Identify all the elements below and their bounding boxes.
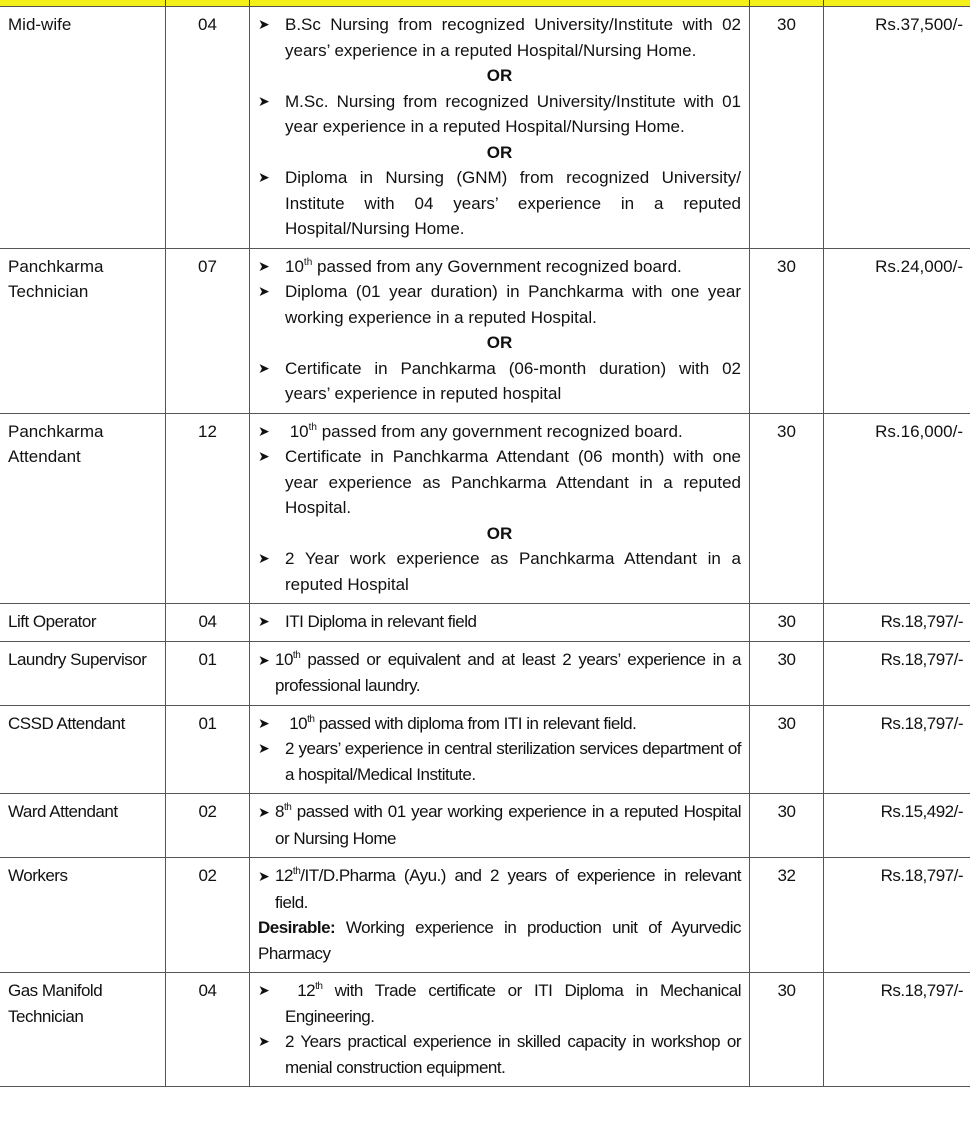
qualification-body: B.Sc Nursing from recognized University/Institute with 02 years’ experience in a reputed Hospital/Nursing Home. <box>285 15 741 60</box>
ordinal-suffix: th <box>308 421 317 433</box>
table-row <box>0 604 970 642</box>
post-name-cell: Workers <box>0 858 166 973</box>
qualification-body: passed from any government recognized board. <box>316 421 683 441</box>
qualification-bullet <box>258 546 741 597</box>
qualification-text <box>285 12 741 63</box>
qualification-bullet <box>258 89 741 140</box>
qualification-level: 10 <box>285 713 308 733</box>
ordinal-suffix: th <box>292 649 301 661</box>
qualification-cell <box>250 794 750 858</box>
qualification-bullet <box>258 165 741 242</box>
post-name-cell: Lift Operator <box>0 604 166 642</box>
qualification-text <box>285 254 741 280</box>
qualification-text <box>275 866 741 912</box>
pay-cell: Rs.16,000/- <box>824 413 970 604</box>
vacancies-cell: 04 <box>166 973 250 1087</box>
arrowhead-bullet-icon: ➤ <box>258 804 270 820</box>
qualification-level: 8 <box>275 802 284 821</box>
qualification-body: 2 Year work experience as Panchkarma Attendant in a reputed Hospital <box>285 549 741 594</box>
qualification-bullet <box>258 711 741 737</box>
qualification-text <box>285 89 741 140</box>
arrowhead-bullet-icon: ➤ <box>258 982 270 998</box>
qualification-level: 10 <box>285 256 304 276</box>
qualification-body: passed with 01 year working experience in a reputed Hospital or Nursing Home <box>275 802 741 848</box>
or-separator: OR <box>486 523 513 543</box>
table-row <box>0 413 970 604</box>
qualification-body: 2 years’ experience in central sterilization services department of a hospital/Medical Institute. <box>285 739 741 784</box>
qualification-bullet <box>258 609 741 635</box>
pay-cell: Rs.37,500/- <box>824 7 970 249</box>
table-row <box>0 858 970 973</box>
pay-cell: Rs.18,797/- <box>824 641 970 705</box>
age-limit-cell: 30 <box>750 794 824 858</box>
ordinal-suffix: th <box>307 713 315 725</box>
qualification-text <box>285 444 741 521</box>
qualification-level: 12 <box>275 866 293 885</box>
desirable-note <box>258 915 741 966</box>
qualification-body: M.Sc. Nursing from recognized University/Institute with 01 year experience in a reputed Hospital/Nursing Home. <box>285 91 741 136</box>
qualification-text <box>275 650 741 696</box>
qualification-cell <box>250 604 750 642</box>
vacancies-cell: 04 <box>166 604 250 642</box>
qualification-text <box>285 546 741 597</box>
arrowhead-bullet-icon: ➤ <box>258 257 270 274</box>
qualification-text <box>285 736 741 787</box>
arrowhead-bullet-icon: ➤ <box>258 92 270 109</box>
vacancies-cell: 04 <box>166 7 250 249</box>
qualification-body: passed with diploma from ITI in relevant field. <box>314 713 637 733</box>
arrowhead-bullet-icon: ➤ <box>258 868 270 884</box>
arrowhead-bullet-icon: ➤ <box>258 613 270 629</box>
qualification-level: 10 <box>285 421 309 441</box>
qualification-bullet <box>258 799 741 851</box>
qualification-cell <box>250 7 750 249</box>
qualification-body: /IT/D.Pharma (Ayu.) and 2 years of experience in relevant field. <box>275 866 741 912</box>
or-separator: OR <box>486 142 513 162</box>
qualification-bullet <box>258 863 741 915</box>
vacancies-cell: 12 <box>166 413 250 604</box>
qualification-bullet <box>258 647 741 699</box>
table-row <box>0 248 970 413</box>
vacancies-cell: 02 <box>166 858 250 973</box>
qualification-bullet <box>258 419 741 445</box>
ordinal-suffix: th <box>292 866 301 877</box>
arrowhead-bullet-icon: ➤ <box>258 283 270 299</box>
qualification-text <box>285 609 741 635</box>
pay-cell: Rs.18,797/- <box>824 604 970 642</box>
qualification-bullet <box>258 279 741 330</box>
age-limit-cell: 30 <box>750 973 824 1087</box>
arrowhead-bullet-icon: ➤ <box>258 359 270 376</box>
arrowhead-bullet-icon: ➤ <box>258 1033 270 1049</box>
post-name-cell: Mid-wife <box>0 7 166 249</box>
post-name-cell: Laundry Supervisor <box>0 641 166 705</box>
qualification-body: passed from any Government recognized board. <box>312 256 682 276</box>
vacancies-cell: 01 <box>166 641 250 705</box>
age-limit-cell: 30 <box>750 641 824 705</box>
ordinal-suffix: th <box>303 256 313 268</box>
qualification-bullet <box>258 356 741 407</box>
qualification-bullet <box>258 12 741 63</box>
qualification-cell <box>250 248 750 413</box>
pay-cell: Rs.24,000/- <box>824 248 970 413</box>
qualification-cell <box>250 641 750 705</box>
pay-cell: Rs.18,797/- <box>824 973 970 1087</box>
pay-cell: Rs.18,797/- <box>824 858 970 973</box>
ordinal-suffix: th <box>283 802 292 813</box>
qualification-body: with Trade certificate or ITI Diploma in Mechanical Engineering. <box>285 981 741 1026</box>
arrowhead-bullet-icon: ➤ <box>258 714 270 731</box>
qualification-body: 2 Years practical experience in skilled capacity in workshop or menial construction equipment. <box>285 1032 741 1077</box>
post-name-cell: Gas Manifold Technician <box>0 973 166 1087</box>
qualification-bullet <box>258 1029 741 1080</box>
or-separator: OR <box>486 66 513 85</box>
vacancies-cell: 02 <box>166 794 250 858</box>
qualification-bullet <box>258 978 741 1029</box>
table-row <box>0 794 970 858</box>
qualification-bullet <box>258 444 741 521</box>
post-name-cell: CSSD Attendant <box>0 705 166 794</box>
qualification-body: ITI Diploma in relevant field <box>285 612 477 631</box>
qualification-text <box>285 419 741 445</box>
qualification-text <box>285 711 741 737</box>
vacancy-table-body <box>0 7 970 1087</box>
table-row <box>0 7 970 249</box>
qualification-level: 10 <box>275 649 293 669</box>
vacancies-cell: 01 <box>166 705 250 794</box>
qualification-cell <box>250 413 750 604</box>
age-limit-cell: 30 <box>750 7 824 249</box>
post-name-cell: Panchkarma Technician <box>0 248 166 413</box>
qualification-text <box>285 1029 741 1080</box>
post-name-cell: Ward Attendant <box>0 794 166 858</box>
qualification-text <box>285 978 741 1029</box>
qualification-text <box>285 356 741 407</box>
arrowhead-bullet-icon: ➤ <box>258 169 270 185</box>
vacancy-table <box>0 6 970 1087</box>
post-name-cell: Panchkarma Attendant <box>0 413 166 604</box>
or-separator: OR <box>486 333 513 352</box>
qualification-bullet <box>258 254 741 280</box>
qualification-cell <box>250 973 750 1087</box>
qualification-cell <box>250 858 750 973</box>
qualification-body: Diploma in Nursing (GNM) from recognized University/ Institute with 04 years’ experience in a reputed Hospital/Nursing Home. <box>285 168 741 238</box>
arrowhead-bullet-icon: ➤ <box>258 422 270 439</box>
qualification-body: passed or equivalent and at least 2 years’ experience in a professional laundry. <box>275 649 741 695</box>
arrowhead-bullet-icon: ➤ <box>258 448 270 464</box>
qualification-body: Diploma (01 year duration) in Panchkarma with one year working experience in a reputed Hospital. <box>285 282 741 327</box>
desirable-label: Desirable: <box>258 918 336 937</box>
pay-cell: Rs.18,797/- <box>824 705 970 794</box>
table-row <box>0 705 970 794</box>
qualification-bullet <box>258 736 741 787</box>
qualification-level: 12 <box>285 981 316 1000</box>
qualification-text <box>285 165 741 242</box>
qualification-body: Certificate in Panchkarma Attendant (06 month) with one year experience as Panchkarma Attendant in a reputed Hospital. <box>285 447 741 517</box>
age-limit-cell: 30 <box>750 705 824 794</box>
age-limit-cell: 30 <box>750 413 824 604</box>
qualification-text <box>275 802 741 848</box>
arrowhead-bullet-icon: ➤ <box>258 651 270 668</box>
table-row <box>0 973 970 1087</box>
age-limit-cell: 30 <box>750 604 824 642</box>
qualification-body: Certificate in Panchkarma (06-month duration) with 02 years’ experience in reputed hospital <box>285 358 741 403</box>
table-row <box>0 641 970 705</box>
ordinal-suffix: th <box>315 981 323 992</box>
arrowhead-bullet-icon: ➤ <box>258 16 270 32</box>
arrowhead-bullet-icon: ➤ <box>258 550 270 566</box>
vacancies-cell: 07 <box>166 248 250 413</box>
age-limit-cell: 32 <box>750 858 824 973</box>
qualification-text <box>285 279 741 330</box>
qualification-cell <box>250 705 750 794</box>
arrowhead-bullet-icon: ➤ <box>258 740 270 756</box>
age-limit-cell: 30 <box>750 248 824 413</box>
desirable-text: Working experience in production unit of Ayurvedic Pharmacy <box>258 918 741 963</box>
pay-cell: Rs.15,492/- <box>824 794 970 858</box>
